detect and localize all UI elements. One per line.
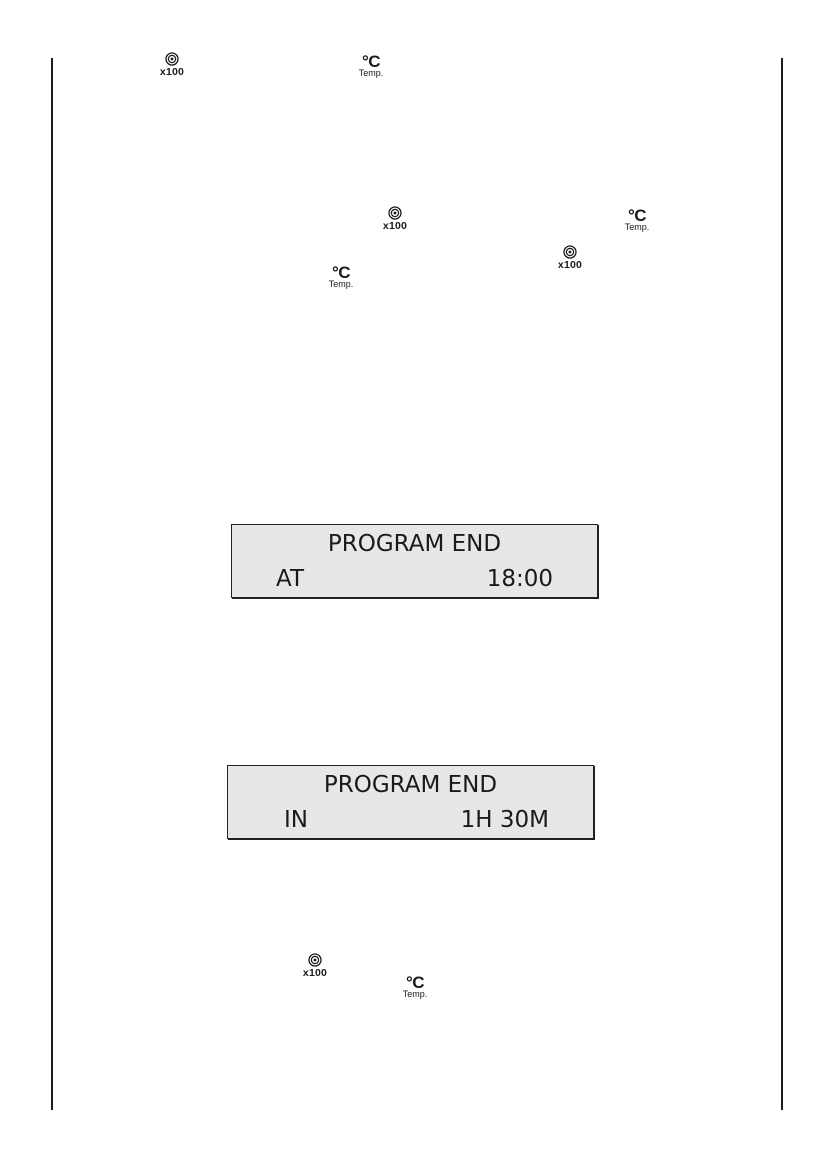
lcd-line-1: PROGRAM END [323,772,498,798]
temperature-unit: °C [405,973,425,992]
lcd-line-2-label: AT [276,566,304,592]
spin-speed-icon [295,953,335,983]
spin-speed-label: x100 [557,259,583,271]
left-margin-rule [51,58,53,1110]
temperature-icon [351,53,391,83]
lcd-display-end-time [231,524,598,598]
temperature-unit: °C [361,52,381,71]
spin-speed-icon [375,206,415,236]
temperature-label: Temp. [358,68,384,78]
temperature-label: Temp. [624,222,650,232]
lcd-line-2-value: 18:00 [486,566,553,592]
lcd-display-remaining-time [227,765,594,839]
spin-speed-label: x100 [302,967,328,979]
spin-speed-label: x100 [382,220,408,232]
right-margin-rule [781,58,783,1110]
temperature-label: Temp. [328,279,354,289]
spin-speed-label: x100 [159,66,185,78]
temperature-unit: °C [627,206,647,225]
temperature-icon [617,207,657,237]
lcd-line-2-value: 1H 30M [460,807,549,833]
temperature-icon [321,264,361,294]
lcd-line-2-label: IN [284,807,308,833]
lcd-line-1: PROGRAM END [327,531,502,557]
temperature-label: Temp. [402,989,428,999]
temperature-icon [395,974,435,1004]
spin-speed-icon [550,245,590,275]
spin-speed-icon [152,52,192,82]
temperature-unit: °C [331,263,351,282]
